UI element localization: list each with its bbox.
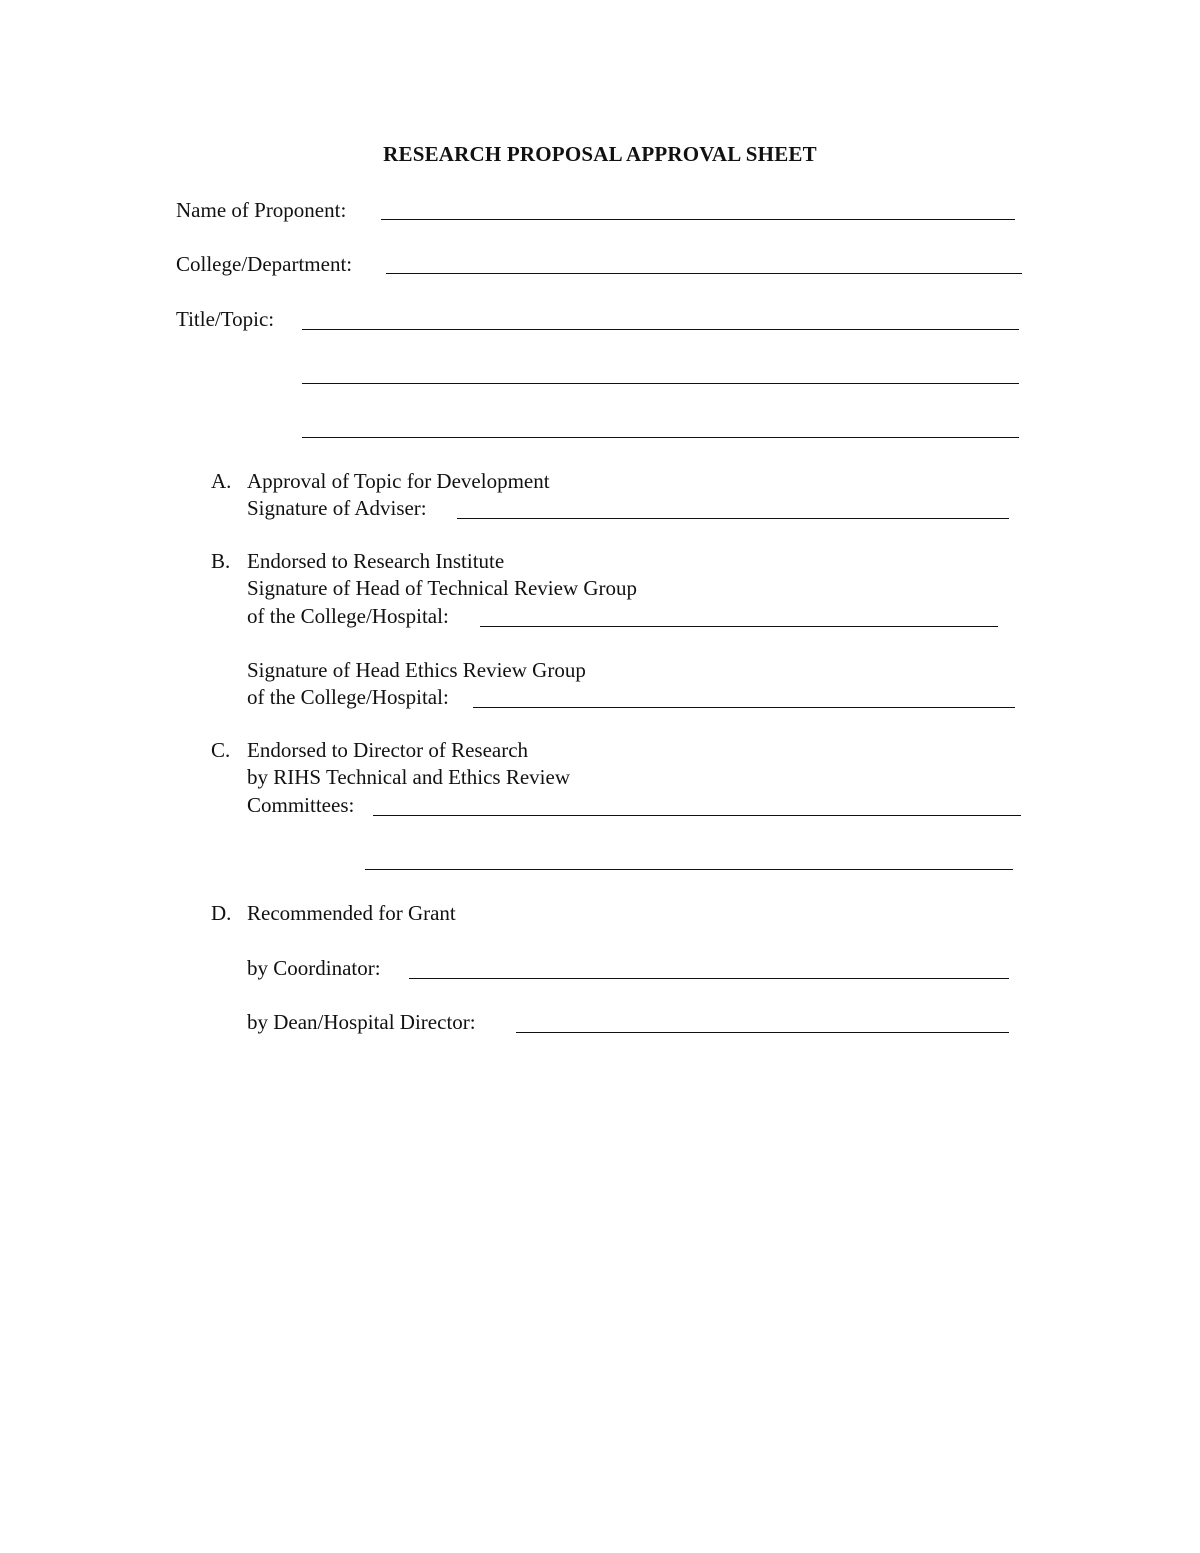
title-topic-field-line-1[interactable]: [302, 329, 1019, 330]
section-b-heading: Endorsed to Research Institute: [247, 549, 505, 573]
dean-director-label: by Dean/Hospital Director:: [247, 1010, 476, 1034]
section-d-heading: Recommended for Grant: [247, 901, 456, 925]
section-c-line2: by RIHS Technical and Ethics Review: [247, 765, 570, 789]
coordinator-label: by Coordinator:: [247, 956, 381, 980]
section-c-marker: C.: [211, 738, 231, 762]
title-topic-field-line-3[interactable]: [302, 437, 1019, 438]
page-title: RESEARCH PROPOSAL APPROVAL SHEET: [383, 142, 817, 166]
name-of-proponent-field[interactable]: [381, 219, 1015, 220]
committees-label: Committees:: [247, 793, 355, 817]
college-department-label: College/Department:: [176, 252, 353, 276]
ethics-review-signature-field[interactable]: [473, 707, 1015, 708]
section-a-heading: Approval of Topic for Development: [247, 469, 550, 493]
ethics-review-signature-label-line1: Signature of Head Ethics Review Group: [247, 658, 586, 682]
technical-review-signature-label-line1: Signature of Head of Technical Review Group: [247, 576, 638, 600]
section-b-marker: B.: [211, 549, 231, 573]
coordinator-signature-field[interactable]: [409, 978, 1009, 979]
section-d-marker: D.: [211, 901, 232, 925]
college-department-field[interactable]: [386, 273, 1022, 274]
section-c-heading: Endorsed to Director of Research: [247, 738, 529, 762]
committees-signature-field-2[interactable]: [365, 869, 1013, 870]
name-of-proponent-label: Name of Proponent:: [176, 198, 347, 222]
adviser-signature-label: Signature of Adviser:: [247, 496, 427, 520]
ethics-review-signature-label-line2: of the College/Hospital:: [247, 685, 449, 709]
technical-review-signature-label-line2: of the College/Hospital:: [247, 604, 449, 628]
adviser-signature-field[interactable]: [457, 518, 1009, 519]
committees-signature-field-1[interactable]: [373, 815, 1021, 816]
section-a-marker: A.: [211, 469, 232, 493]
technical-review-signature-field[interactable]: [480, 626, 998, 627]
dean-director-signature-field[interactable]: [516, 1032, 1009, 1033]
title-topic-label: Title/Topic:: [176, 307, 275, 331]
title-topic-field-line-2[interactable]: [302, 383, 1019, 384]
